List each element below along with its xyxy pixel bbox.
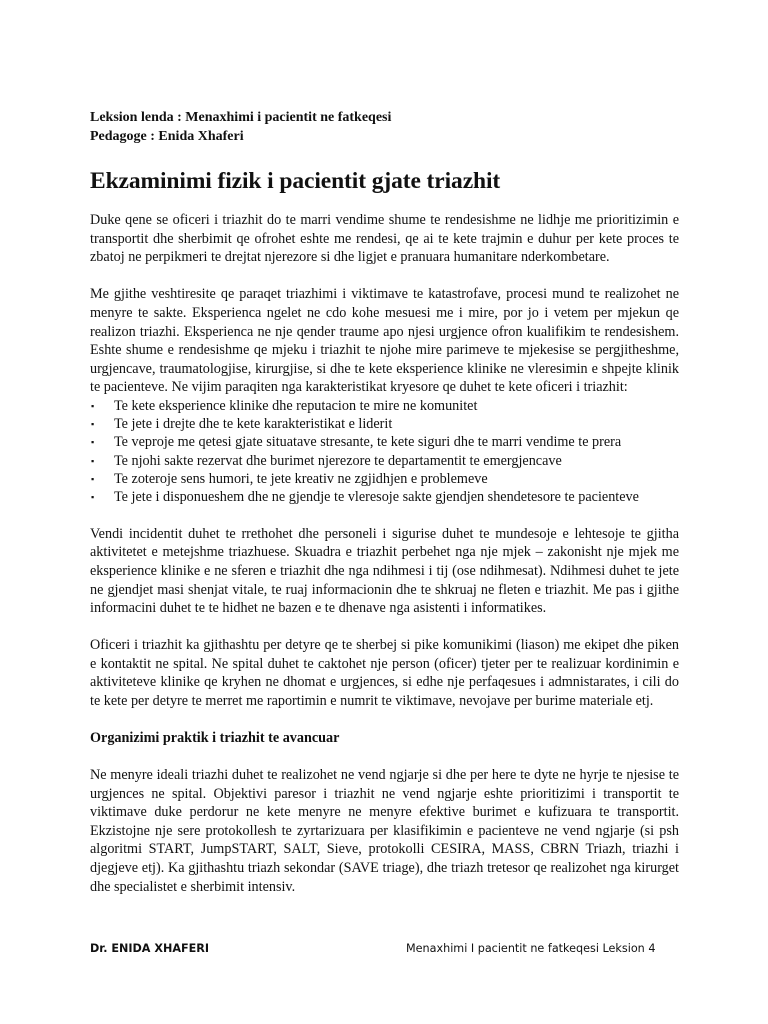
square-bullet-icon: ▪ [91, 437, 95, 448]
list-item-text: Te njohi sakte rezervat dhe burimet njerezore te departamentit te emergjencave [114, 452, 562, 469]
paragraph-incident-site: Vendi incidentit duhet te rrethohet dhe personeli i sigurise duhet te mundesoje e lehtesoje te gjitha aktivitetet e metejshme triazhuese. Skuadra e triazhit perbehet nga nje mjek – zakonisht nje mjek me eksperience klinike e ne sferen e triazhit dhe nga ndihmesi i tij (ose ndihmesat). Ndihmesi duhet te jete ne gjendjet masi shenjat vitale, te ruaj informacionin dhe te shkruaj ne fleten e triazhit. Me pas i gjithe informacini duhet te te hidhet ne bazen e te dhenave nga asistenti i informatikes. [90, 525, 679, 617]
paragraph-experience: Me gjithe veshtiresite qe paraqet triazhimi i viktimave te katastrofave, procesi mund te realizohet ne menyre te sakte. Eksperienca ngelet ne cdo kohe mesuesi me i mire, por jo i vetem per mjekun qe realizon triazhi. Eksperienca ne nje qender traume apo njesi urgjence ofron kualifikim te rendesishem. Eshte shume e rendesishme qe mjeku i triazhit te njohe mire parimeve te mjekesise se pergjitheshme, urgjencave, traumatologjise, kirurgjise, si dhe te kete eksperience klinike ne vleresimin e shpejte klinik te pacienteve. Ne vijim paraqiten nga karakteristikat kryesore qe duhet te kete oficeri i triazhit: [90, 286, 679, 396]
course-line: Leksion lenda : Menaxhimi i pacientit ne fatkeqesi [90, 110, 392, 125]
list-item [90, 433, 679, 451]
list-item-text: Te veproje me qetesi gjate situatave stresante, te kete siguri dhe te marri vendime te prera [114, 434, 622, 451]
square-bullet-icon: ▪ [91, 455, 95, 466]
list-item-text: Te zoteroje sens humori, te jete kreativ ne zgjidhjen e problemeve [114, 470, 488, 487]
teacher-line: Pedagoge : Enida Xhaferi [90, 129, 244, 144]
page-content [90, 108, 679, 915]
paragraph-triage-officer: Oficeri i triazhit ka gjithashtu per detyre qe te sherbej si pike komunikimi (liason) me ekipet dhe piken e kontaktit ne spital. Ne spital duhet te caktohet nje person (oficer) tjeter per te realizuar kordinimin e aktiviteteve klinike qe kryhen ne dhomat e urgjences, si edhe nje perfaqesues i admnistarates, i cili do te kete per detyre te merret me raportimin e numrit te viktimave, nevojave per burime materiale etj. [90, 637, 679, 709]
list-item [90, 397, 679, 415]
footer-author: Dr. ENIDA XHAFERI [90, 942, 210, 955]
footer-course-ref: Menaxhimi I pacientit ne fatkeqesi Leksion 4 [406, 942, 656, 955]
list-item [90, 452, 679, 470]
list-item [90, 415, 679, 433]
square-bullet-icon: ▪ [91, 400, 95, 411]
paragraph-intro: Duke qene se oficeri i triazhit do te marri vendime shume te rendesishme ne lidhje me prioritizimin e transportit dhe sherbimit qe ofrohet eshte me rendesi, qe ai te kete trajmin e duhur per kete proces te zbatoj ne perpikmeri te drejtat njerezore si dhe ligjet e pranuara humanitare nderkombetare. [90, 212, 679, 266]
paragraph-advanced-triage: Ne menyre ideali triazhi duhet te realizohet ne vend ngjarje si dhe per here te dyte ne hyrje te njesise te urgjences ne spital. Objektivi paresor i triazhit ne vend ngjarje eshte prioritizimi i transportit te viktimave duke perdorur ne kete menyre ne menyre efektive burimet e kufizuara te transportit. Ekzistojne nje sere protokollesh te zyrtarizuara per klasifikimin e pacienteve ne vend ngjarje (si psh algoritmi START, JumpSTART, SALT, Sieve, protokolli CESIRA, MASS, CBRN Triazh, triazhi i djegjeve etj). Ka gjithashtu triazh sekondar (SAVE triage), dhe triazh tretesor qe realizohet nga kirurget dhe specialistet e sherbimit intensiv. [90, 767, 679, 895]
document-title: Ekzaminimi fizik i pacientit gjate triazhit [90, 168, 501, 194]
square-bullet-icon: ▪ [91, 473, 95, 484]
section-heading: Organizimi praktik i triazhit te avancuar [90, 730, 340, 747]
list-item-text: Te jete i drejte dhe te kete karakteristikat e liderit [114, 416, 393, 433]
list-item [90, 488, 679, 506]
list-item-text: Te jete i disponueshem dhe ne gjendje te vleresoje sakte gjendjen shendetesore te pacienteve [114, 488, 639, 505]
square-bullet-icon: ▪ [91, 491, 95, 502]
list-item-text: Te kete eksperience klinike dhe reputacion te mire ne komunitet [114, 397, 478, 414]
square-bullet-icon: ▪ [91, 419, 95, 430]
officer-criteria-list [90, 397, 679, 506]
list-item [90, 470, 679, 488]
